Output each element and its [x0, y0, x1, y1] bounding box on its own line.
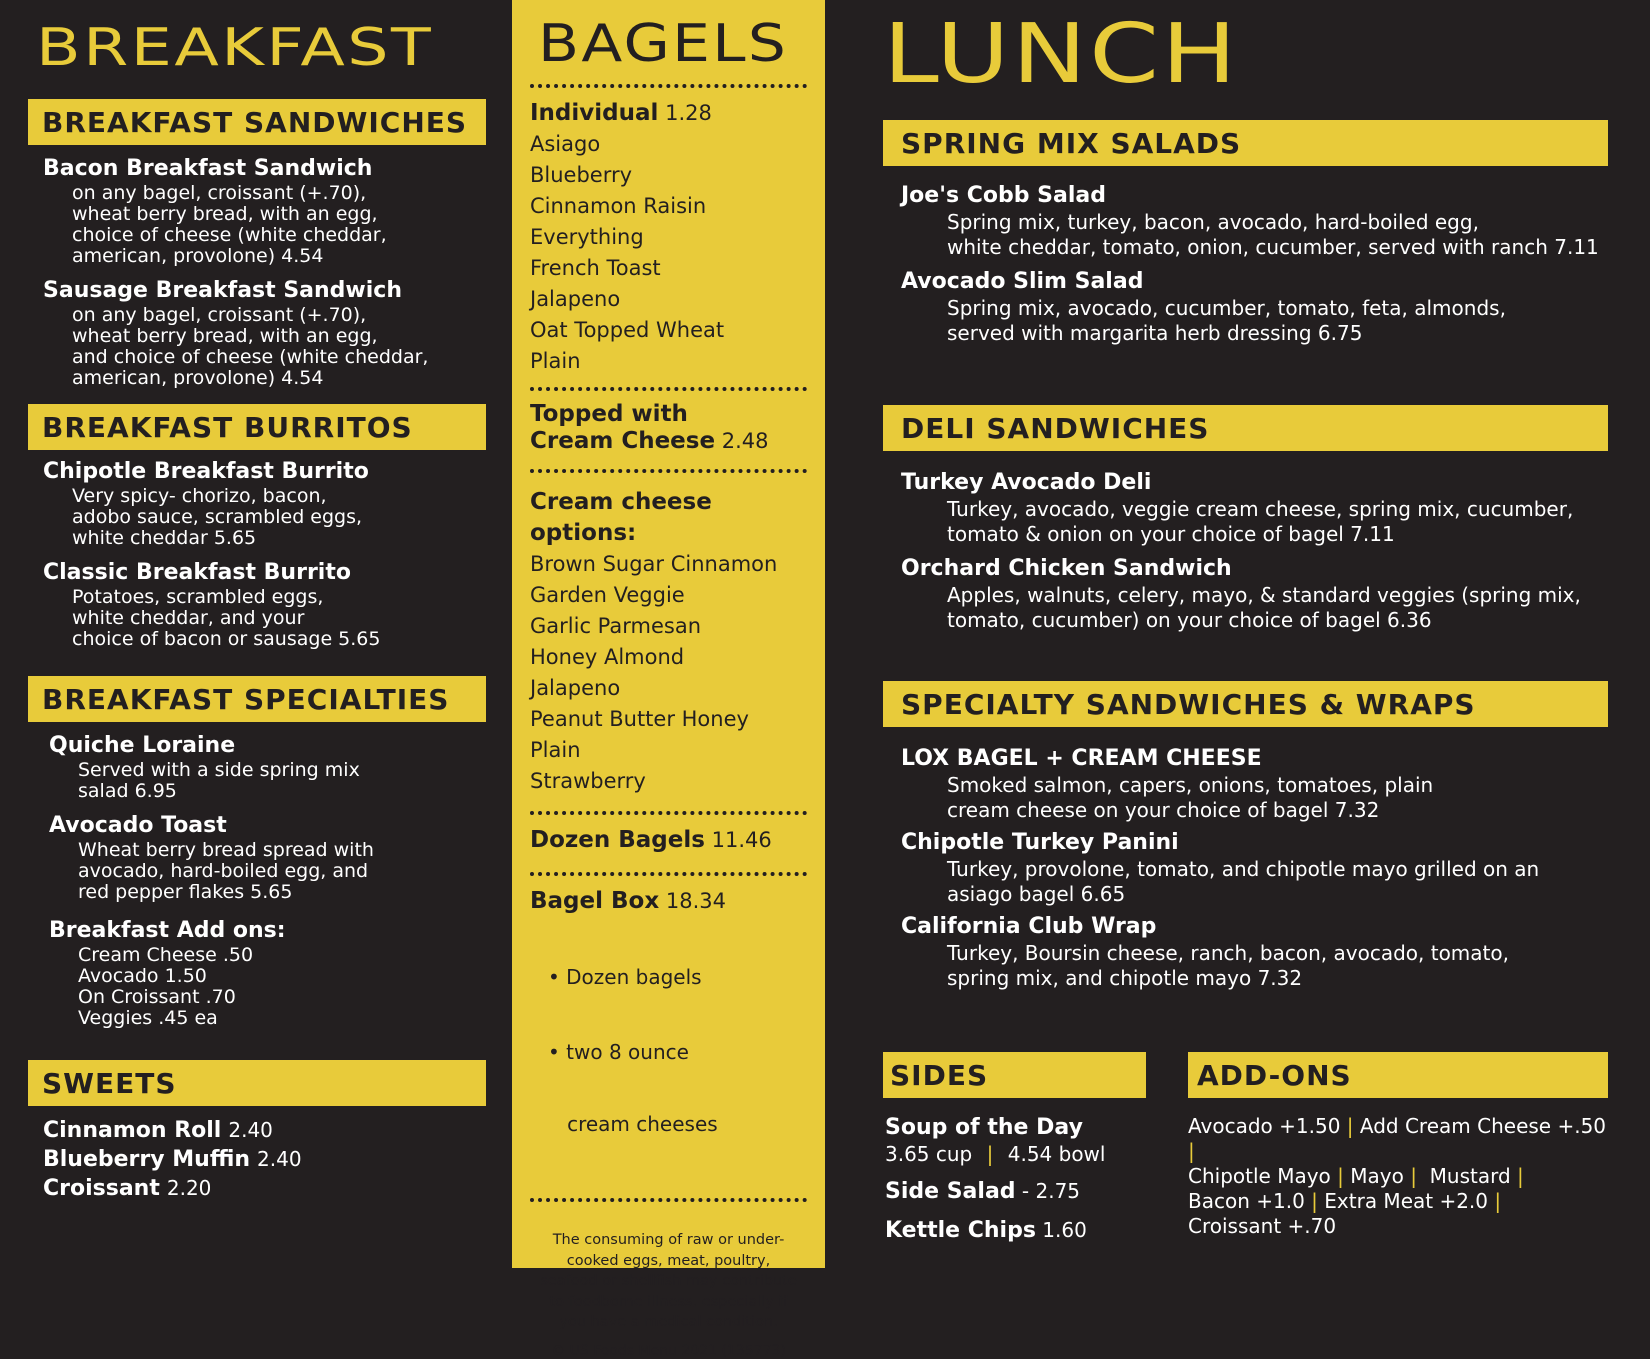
- disclaimer-line: seafood or shellfish may contribute: [540, 1273, 797, 1289]
- separator: |: [1410, 1164, 1417, 1188]
- menu-item-name: LOX BAGEL + CREAM CHEESE: [901, 746, 1262, 771]
- menu-item-name: Classic Breakfast Burrito: [43, 560, 351, 585]
- specialty-sandwiches-header: SPECIALTY SANDWICHES & WRAPS: [883, 681, 1608, 727]
- bagel-list-item: Garlic Parmesan: [530, 614, 702, 638]
- breakfast-specialties-header: BREAKFAST SPECIALTIES: [28, 676, 486, 722]
- bagel-list-item: Peanut Butter Honey: [530, 707, 749, 731]
- add-on-item: Mayo: [1350, 1164, 1404, 1188]
- soup-bowl-price: 4.54 bowl: [1007, 1142, 1106, 1166]
- menu-item-name: Orchard Chicken Sandwich: [901, 556, 1232, 581]
- separator: |: [1188, 1139, 1195, 1163]
- side-salad-line: [885, 1177, 1146, 1206]
- add-on-item: Mustard: [1429, 1164, 1511, 1188]
- lunch-title: LUNCH: [883, 7, 1240, 102]
- menu-item-desc: Served with a side spring mix salad 6.95: [78, 759, 360, 802]
- breakfast-column: [0, 0, 512, 1275]
- topped-line1: Topped with: [530, 401, 688, 427]
- breakfast-sandwiches-section: [28, 99, 512, 389]
- dotted-divider: [530, 84, 807, 88]
- bagels-title: BAGELS: [538, 14, 789, 74]
- kettle-chips-line: [885, 1216, 1146, 1245]
- sides-section: [883, 1052, 1146, 1245]
- sweet-item: [43, 1116, 486, 1145]
- bagel-list-item: Plain: [530, 738, 581, 762]
- topped-label: Cream Cheese: [530, 428, 716, 454]
- bagel-list-item: Strawberry: [530, 769, 646, 793]
- bagel-list-item: Brown Sugar Cinnamon: [530, 552, 778, 576]
- breakfast-title: BREAKFAST: [36, 18, 434, 78]
- bagel-list-item: Asiago: [530, 132, 601, 156]
- menu-item-desc: Spring mix, avocado, cucumber, tomato, feta, almonds, served with margarita herb dressing 6.75: [947, 296, 1506, 345]
- deli-sandwiches-section: [883, 405, 1608, 633]
- dotted-divider: [530, 1198, 807, 1202]
- menu-item-desc: Cream Cheese .50 Avocado 1.50 On Croissant .70 Veggies .45 ea: [78, 944, 254, 1029]
- disclaimer: [530, 1230, 807, 1333]
- copyright: © US Foods Menu 2021 (135773): [551, 1342, 786, 1359]
- bagel-list-item: French Toast: [530, 256, 661, 280]
- bagel-list-item: Honey Almond: [530, 645, 685, 669]
- cream-cheese-options-list: [530, 549, 807, 797]
- soup-label: Soup of the Day: [885, 1115, 1083, 1140]
- side-salad-price: - 2.75: [1021, 1179, 1081, 1203]
- add-ons-section: [1188, 1052, 1608, 1239]
- menu-item-desc: Turkey, provolone, tomato, and chipotle mayo grilled on an asiago bagel 6.65: [947, 857, 1540, 906]
- menu-item-desc: Potatoes, scrambled eggs, white cheddar, and your choice of bacon or sausage 5.65: [72, 586, 381, 650]
- spring-mix-salads-section: [883, 120, 1608, 346]
- spring-mix-salads-header: SPRING MIX SALADS: [883, 120, 1608, 166]
- breakfast-specialties-section: [28, 676, 486, 1029]
- separator: |: [1346, 1114, 1354, 1138]
- separator: |: [1517, 1164, 1524, 1188]
- separator: |: [986, 1142, 994, 1166]
- menu-item-desc: Smoked salmon, capers, onions, tomatoes, plain cream cheese on your choice of bagel 7.32: [947, 773, 1434, 822]
- breakfast-sandwiches-header: BREAKFAST SANDWICHES: [28, 99, 486, 145]
- add-on-item: Add Cream Cheese +.50: [1359, 1114, 1607, 1138]
- bagel-box-line: [530, 886, 807, 917]
- cream-cheese-options-label: Cream cheese options:: [530, 489, 712, 546]
- bagel-box-items: [548, 917, 807, 1184]
- bagel-box-price: 18.34: [665, 889, 726, 913]
- bagel-list-item: Blueberry: [530, 163, 633, 187]
- add-on-item: Chipotle Mayo: [1188, 1164, 1331, 1188]
- separator: |: [1494, 1189, 1502, 1213]
- menu-item-desc: Turkey, Boursin cheese, ranch, bacon, avocado, tomato, spring mix, and chipotle mayo 7.32: [947, 941, 1509, 990]
- sides-header: SIDES: [883, 1052, 1146, 1098]
- menu-item-name: California Club Wrap: [901, 914, 1157, 939]
- bagel-list-item: Cinnamon Raisin: [530, 194, 707, 218]
- menu-item-name: Quiche Loraine: [49, 733, 236, 758]
- add-on-item: Croissant +.70: [1188, 1214, 1337, 1238]
- menu-item-desc: Wheat berry bread spread with avocado, hard-boiled egg, and red pepper flakes 5.65: [78, 839, 374, 903]
- disclaimer-line: to foodborne illness, especially if: [549, 1293, 788, 1310]
- add-ons-list: [1188, 1114, 1608, 1239]
- disclaimer-line: cooked eggs, meat, poultry,: [566, 1252, 771, 1269]
- menu-item-name: Breakfast Add ons:: [49, 918, 286, 943]
- dotted-divider: [530, 811, 807, 815]
- dozen-price: 11.46: [711, 828, 772, 852]
- bagel-list-item: Oat Topped Wheat: [530, 318, 725, 342]
- sweet-item-price: 2.40: [228, 1118, 273, 1142]
- menu-item-desc: on any bagel, croissant (+.70), wheat berry bread, with an egg, and choice of cheese (white cheddar, american, provolone) 4.54: [72, 304, 429, 389]
- menu-item-desc: Apples, walnuts, celery, mayo, & standard veggies (spring mix, tomato, cucumber) on your choice of bagel 6.36: [947, 583, 1581, 632]
- breakfast-burritos-header: BREAKFAST BURRITOS: [28, 404, 486, 450]
- bagel-list-item: Plain: [530, 349, 581, 373]
- menu-item-name: Turkey Avocado Deli: [901, 470, 1152, 495]
- dozen-line: [530, 825, 807, 856]
- menu-item-name: Chipotle Turkey Panini: [901, 830, 1179, 855]
- breakfast-burritos-section: [28, 404, 486, 650]
- add-on-item: Bacon +1.0: [1188, 1189, 1305, 1213]
- menu-item-name: Chipotle Breakfast Burrito: [43, 459, 369, 484]
- menu-item-desc: Spring mix, turkey, bacon, avocado, hard-boiled egg, white cheddar, tomato, onion, cucumber, served with ranch 7.11: [947, 210, 1599, 259]
- soup-cup-price: 3.65 cup: [885, 1142, 973, 1166]
- bagel-list-item: Jalapeno: [530, 287, 621, 311]
- topped-price: 2.48: [721, 429, 769, 453]
- deli-sandwiches-header: DELI SANDWICHES: [883, 405, 1608, 451]
- bagels-column: [512, 0, 825, 1359]
- disclaimer-line: The consuming of raw or under-: [552, 1232, 785, 1248]
- menu-item-name: Sausage Breakfast Sandwich: [43, 278, 402, 303]
- menu-item-desc: on any bagel, croissant (+.70), wheat berry bread, with an egg, choice of cheese (white cheddar, american, provolone) 4.54: [72, 182, 387, 267]
- sweet-item-price: 2.40: [257, 1147, 302, 1171]
- menu-item-name: Joe's Cobb Salad: [901, 183, 1106, 208]
- separator: |: [1337, 1164, 1344, 1188]
- bagel-list-item: Everything: [530, 225, 644, 249]
- menu-item-name: Avocado Slim Salad: [901, 269, 1144, 294]
- bagel-flavor-list: [530, 129, 807, 377]
- add-on-item: Extra Meat +2.0: [1324, 1189, 1489, 1213]
- bagel-list-item: Jalapeno: [530, 676, 621, 700]
- add-on-item: Avocado +1.50: [1188, 1114, 1341, 1138]
- disclaimer-line: you have a medical condition.: [559, 1314, 778, 1330]
- dozen-label: Dozen Bagels: [530, 827, 705, 853]
- lunch-column: [825, 0, 1650, 1275]
- specialty-sandwiches-section: [883, 681, 1608, 991]
- individual-price: 1.28: [665, 101, 712, 125]
- menu-item-name: Avocado Toast: [49, 813, 227, 838]
- individual-label: Individual: [530, 100, 659, 126]
- menu-item-desc: Turkey, avocado, veggie cream cheese, spring mix, cucumber, tomato & onion on your choice of bagel 7.11: [947, 497, 1574, 546]
- sweet-item: [43, 1174, 486, 1203]
- individual-line: [530, 98, 807, 129]
- sweet-item: [43, 1145, 486, 1174]
- kettle-chips-price: 1.60: [1042, 1218, 1087, 1242]
- menu-item-desc: Very spicy- chorizo, bacon, adobo sauce, scrambled eggs, white cheddar 5.65: [72, 485, 363, 549]
- sweets-header: SWEETS: [28, 1060, 486, 1106]
- add-ons-header: ADD-ONS: [1188, 1052, 1608, 1098]
- bagel-box-item: • two 8 ounce: [548, 1040, 689, 1064]
- menu-item-name: Bacon Breakfast Sandwich: [43, 156, 373, 181]
- separator: |: [1311, 1189, 1318, 1213]
- dotted-divider: [530, 872, 807, 876]
- sweet-item-name: Cinnamon Roll: [43, 1118, 222, 1143]
- dotted-divider: [530, 387, 807, 391]
- dotted-divider: [530, 469, 807, 473]
- sweet-item-name: Blueberry Muffin: [43, 1147, 251, 1172]
- soup-prices: [885, 1142, 1146, 1167]
- bagel-box-item: • Dozen bagels: [548, 965, 702, 989]
- side-salad-label: Side Salad: [885, 1179, 1016, 1204]
- sweet-item-price: 2.20: [166, 1176, 212, 1200]
- topped-line2: [530, 428, 807, 455]
- kettle-chips-label: Kettle Chips: [885, 1218, 1036, 1243]
- bagel-list-item: Garden Veggie: [530, 583, 685, 607]
- sweets-section: [28, 1060, 486, 1203]
- sweet-item-name: Croissant: [43, 1176, 160, 1201]
- bagel-box-item: cream cheeses: [548, 1112, 718, 1136]
- bagel-box-label: Bagel Box: [530, 888, 660, 914]
